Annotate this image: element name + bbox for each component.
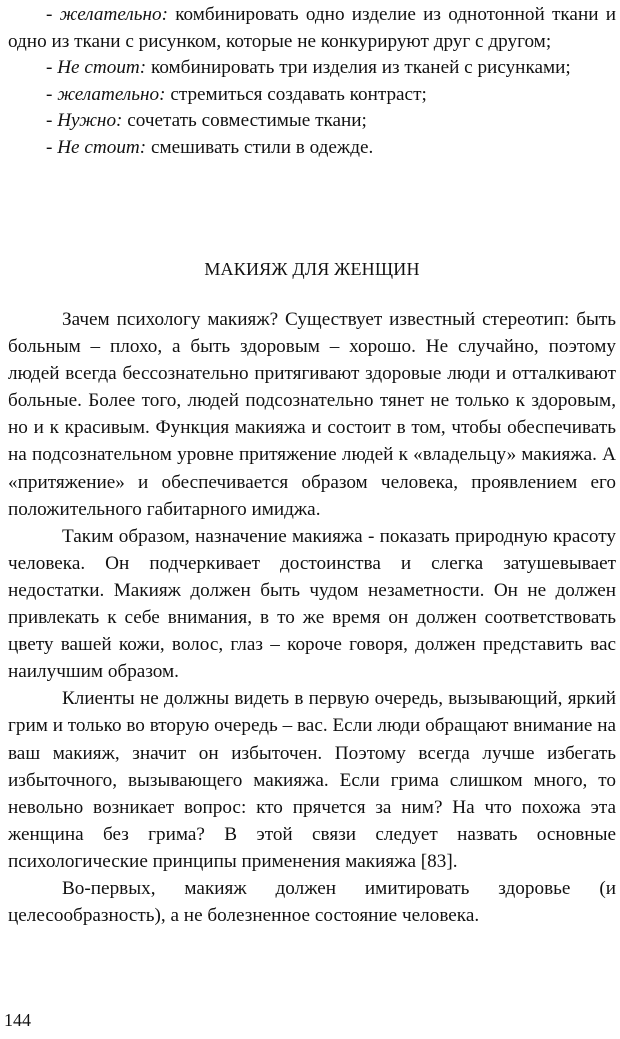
paragraph: Зачем психологу макияж? Существует известный стереотип: быть больным – плохо, а быть здоровым – хорошо. Не случайно, поэтому людей всегда бессознательно притягивают здоровые люди и отталкивают больные. Более того, людей подсознательно тянет не только к здоровым, но и к красивым. Функция макияжа и состоит в том, чтобы обеспечивать на подсознательном уровне притяжение людей к «владельцу» макияжа. А «притяжение» и обеспечивается образом человека, проявлением его положительного габитарного имиджа. [8,309,616,520]
body-text [8,306,616,929]
bullet-item: - Нужно: сочетать совместимые ткани; [46,110,367,131]
bullet-text: стремиться создавать контраст; [165,83,427,105]
bullet-item: - желательно: стремиться создавать контраст; [46,83,427,105]
bullet-text: сочетать совместимые ткани; [122,110,367,131]
paragraph: Клиенты не должны видеть в первую очередь, вызывающий, яркий грим и только во вторую очередь – вас. Если люди обращают внимание на ваш макияж, значит он избыточен. Поэтому всегда лучше избегать избыточного, вызывающего макияжа. Если грима слишком много, то невольно возникает вопрос: кто прячется за ним? На что похожа эта женщина без грима? В этой связи следует назвать основные психологические принципы применения макияжа [83]. [8,688,616,872]
bullet-tag: желательно: [57,83,166,105]
bullet-tag: Не стоит: [57,136,147,158]
book-page [4,0,616,1039]
bullet-text: комбинировать одно изделие из однотонной ткани и одно из ткани с рисунком, которые не конкурируют друг с другом; [8,4,616,52]
bullet-item: - желательно: комбинировать одно изделие из однотонной ткани и одно из ткани с рисунком, которые не конкурируют друг с другом; [8,4,616,52]
paragraph: Во-первых, макияж должен имитировать здоровье (и целесообразность), а не болезненное состояние человека. [8,877,616,927]
bullet-item: - Не стоит: комбинировать три изделия из тканей с рисунками; [46,57,571,78]
bullet-list [8,2,616,161]
bullet-text: смешивать стили в одежде. [146,136,374,158]
page-number: 144 [4,1010,31,1030]
bullet-tag: Нужно: [57,110,123,131]
bullet-tag: желательно: [59,4,168,25]
bullet-text: комбинировать три изделия из тканей с рисунками; [146,57,571,78]
paragraph: Таким образом, назначение макияжа - показать природную красоту человека. Он подчеркивает достоинства и слегка затушевывает недостатки. Макияж должен быть чудом незаметности. Он не должен привлекать к себе внимания, в то же время он должен соответствовать цвету вашей кожи, волос, глаз – короче говоря, должен представить вас наилучшим образом. [8,525,616,683]
bullet-item: - Не стоит: смешивать стили в одежде. [46,136,374,158]
bullet-tag: Не стоит: [57,57,147,78]
section-heading: МАКИЯЖ ДЛЯ ЖЕНЩИН [204,259,420,279]
